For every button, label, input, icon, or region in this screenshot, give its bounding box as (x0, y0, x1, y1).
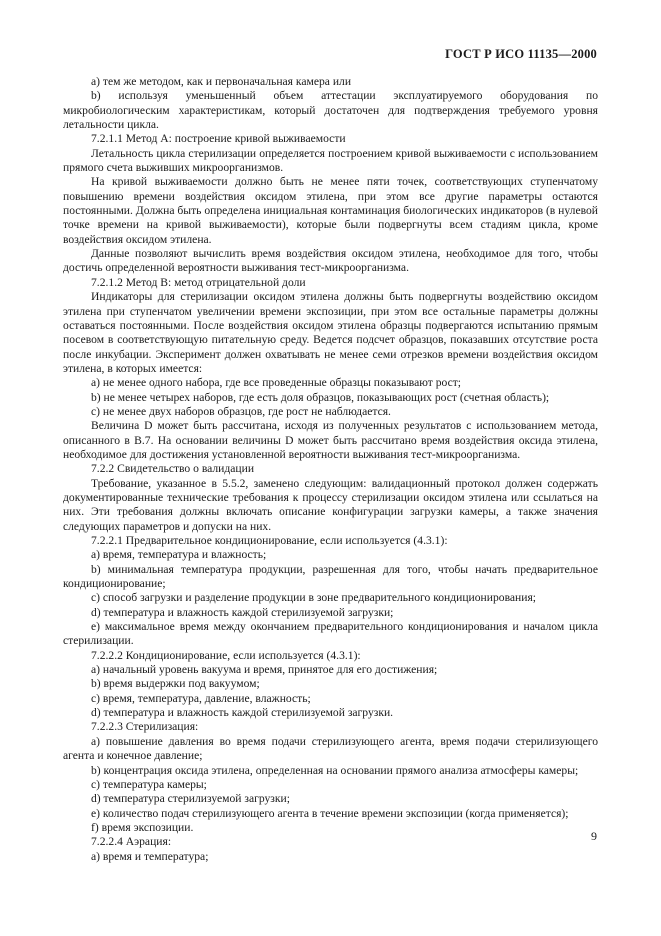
list-item: c) способ загрузки и разделение продукции в зоне предварительного кондиционирования; (91, 591, 536, 605)
list-item: b) используя уменьшенный объем аттестации эксплуатируемого оборудования по микробиологическим характеристикам, который достаточен для подтверждения требуемого уровня летальности цикла. (63, 89, 598, 132)
list-item: a) начальный уровень вакуума и время, принятое для его достижения; (91, 663, 438, 677)
list-item: b) минимальная температура продукции, разрешенная для того, чтобы начать предварительное кондиционирование; (63, 562, 598, 591)
paragraph: Летальность цикла стерилизации определяется построением кривой выживаемости с использованием прямого счета выживших микроорганизмов. (63, 146, 598, 175)
list-item: d) температура и влажность каждой стерилизуемой загрузки. (91, 706, 394, 720)
section-heading: 7.2.2.2 Кондиционирование, если используется (4.3.1): (91, 648, 361, 662)
list-item: d) температура и влажность каждой стерилизуемой загрузки; (91, 605, 394, 619)
section-heading: 7.2.1.1 Метод А: построение кривой выживаемости (91, 132, 346, 146)
body-text (63, 75, 598, 864)
paragraph: Индикаторы для стерилизации оксидом этилена должны быть подвергнуты воздействию оксидом этилена при ступенчатом увеличении времени экспозиции, при этом все остальные параметры должны оставаться постоянными. После воздействия оксидом этилена образцы подвергаются испытанию прямым посевом в соответствующую питательную среду. Ведется подсчет образцов, показавших отсутствие роста после инкубации. Эксперимент должен охватывать не менее семи отрезков времени воздействия оксидом этилена, в которых имеется: (63, 290, 598, 375)
standard-header: ГОСТ Р ИСО 11135—2000 (445, 47, 597, 61)
paragraph: Данные позволяют вычислить время воздействия оксидом этилена, необходимое для того, чтобы достичь определенной вероятности выживания тест-микроорганизма. (63, 247, 598, 275)
list-item: a) тем же методом, как и первоначальная камера или (91, 75, 352, 88)
list-item: f) время экспозиции. (91, 820, 194, 834)
paragraph: На кривой выживаемости должно быть не менее пяти точек, соответствующих ступенчатому повышению времени воздействия оксидом этилена, при этом все другие параметры остаются постоянными. Должна быть определена инициальная контаминация биологических индикаторов (в нулевой точке времени на кривой выживаемости), которые были подвергнуты всем стадиям цикла, кроме воздействия оксидом этилена. (63, 175, 598, 246)
list-item: e) максимальное время между окончанием предварительного кондиционирования и началом цикла стерилизации. (63, 620, 598, 648)
list-item: b) концентрация оксида этилена, определенная на основании прямого анализа атмосферы камеры; (91, 763, 579, 777)
list-item: c) не менее двух наборов образцов, где рост не наблюдается. (91, 404, 391, 418)
list-item: b) время выдержки под вакуумом; (91, 677, 260, 691)
paragraph: Требование, указанное в 5.5.2, заменено следующим: валидационный протокол должен содержать документированные технические требования к процессу стерилизации оксидом этилена или ссылаться на них. Эти требования должны включать описание конфигурации загрузки камеры, а также значения следующих параметров и допуски на них. (63, 476, 598, 533)
list-item: c) температура камеры; (91, 777, 207, 791)
list-item: a) время, температура и влажность; (91, 548, 267, 562)
section-heading: 7.2.2.3 Стерилизация: (91, 720, 199, 734)
list-item: b) не менее четырех наборов, где есть доля образцов, показывающих рост (счетная область); (91, 390, 550, 404)
section-heading: 7.2.1.2 Метод В: метод отрицательной доли (91, 275, 306, 289)
section-heading: 7.2.2 Свидетельство о валидации (91, 462, 255, 476)
section-heading: 7.2.2.1 Предварительное кондиционирование, если используется (4.3.1): (91, 534, 448, 547)
list-item: a) не менее одного набора, где все проведенные образцы показывают рост; (91, 376, 462, 390)
list-item: a) время и температура; (91, 849, 209, 863)
page-number: 9 (591, 829, 597, 843)
section-heading: 7.2.2.4 Аэрация: (91, 835, 172, 849)
list-item: a) повышение давления во время подачи стерилизующего агента, время подачи стерилизующего агента и конечное давление; (63, 734, 598, 763)
list-item: c) время, температура, давление, влажность; (91, 691, 311, 705)
list-item: e) количество подач стерилизующего агента в течение времени экспозиции (когда применяется); (91, 806, 569, 820)
paragraph: Величина D может быть рассчитана, исходя из полученных результатов с использованием метода, описанного в В.7. На основании величины D может быть рассчитано время воздействия оксида этилена, необходимое для достижения установленной вероятности выживания тест-микроорганизма. (63, 419, 598, 461)
list-item: d) температура стерилизуемой загрузки; (91, 792, 290, 806)
